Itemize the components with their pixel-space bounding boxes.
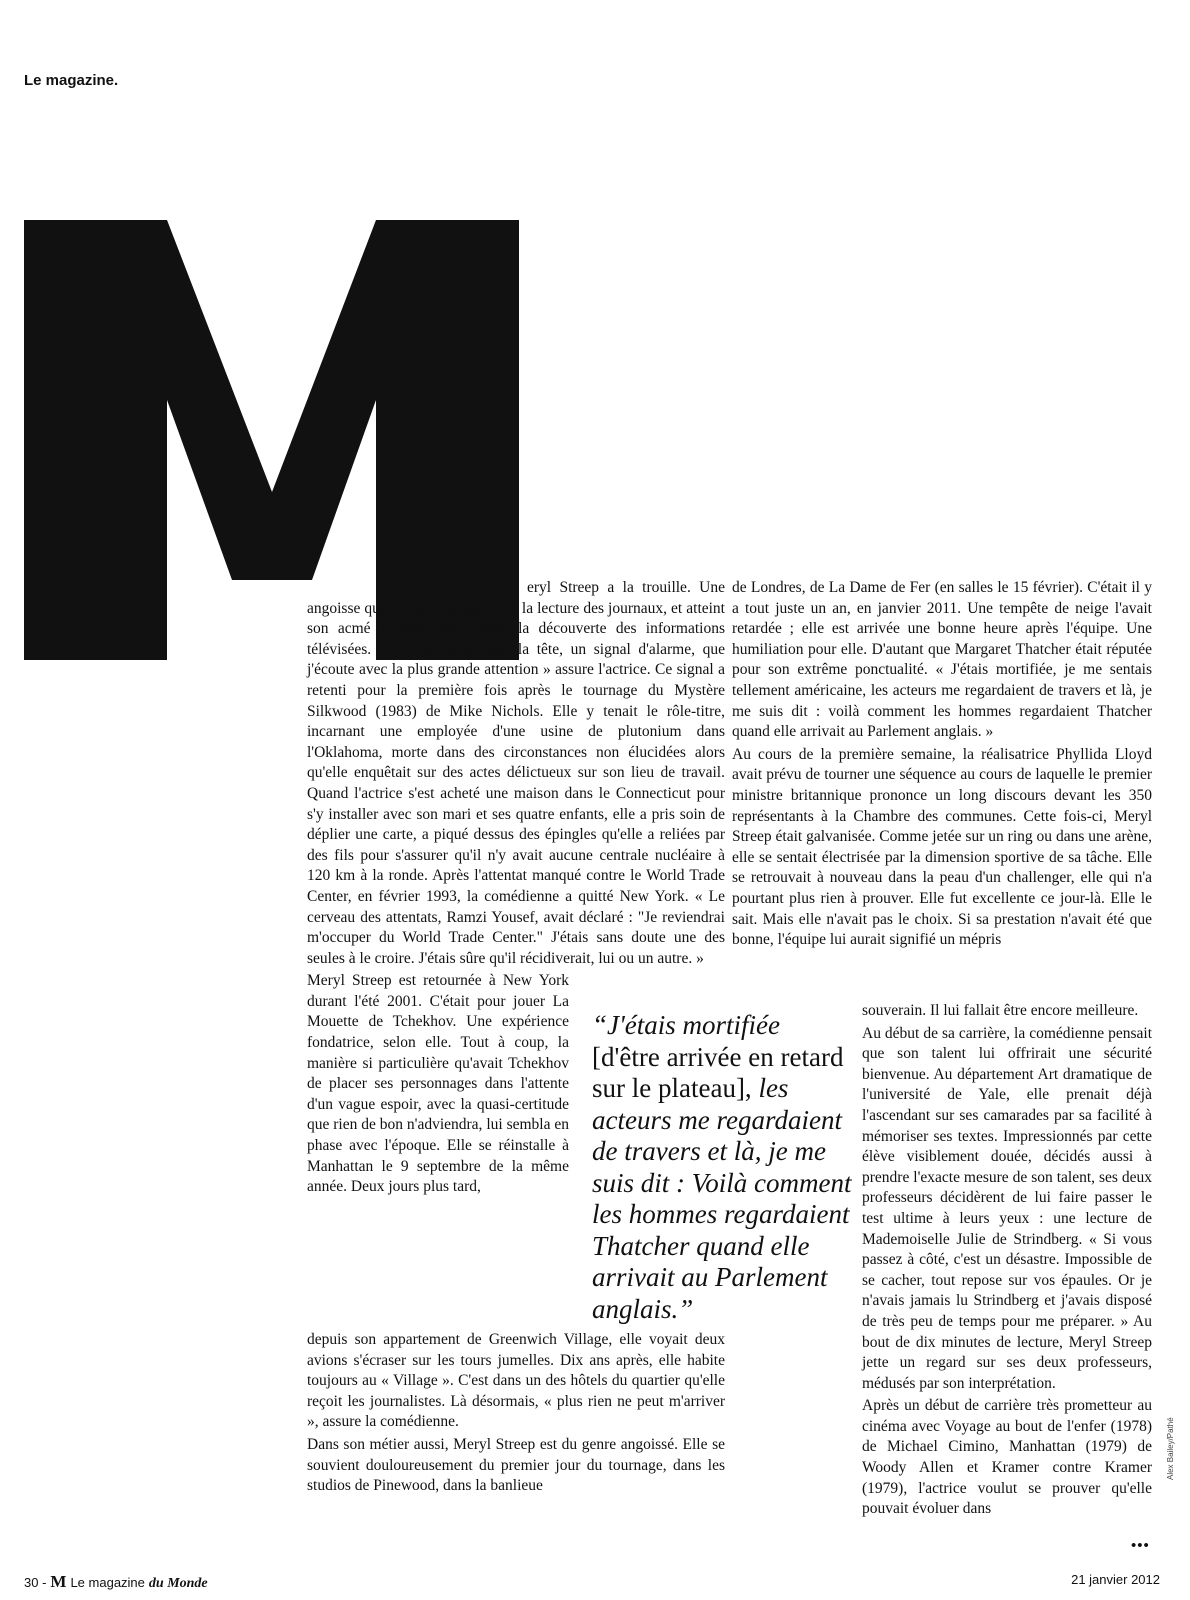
section-rubric: Le magazine.	[24, 72, 119, 89]
pull-quote-part-2: [d'être arrivée en retard sur le plateau],	[592, 1041, 844, 1103]
photo-credit: Alex Bailey/Pathé	[1166, 1417, 1175, 1480]
article-paragraph: Après un début de carrière très prometteur au cinéma avec Voyage au bout de l'enfer (1978) de Michael Cimino, Manhattan (1979) de Woody Allen et Kramer contre Kramer (1979), l'actrice voulut se prouver qu'elle pouvait évoluer dans	[862, 1397, 1152, 1518]
article-paragraph: depuis son appartement de Greenwich Village, elle voyait deux avions s'écraser sur les tours jumelles. Dix ans après, elle habite toujours au « Village ». C'est dans un des hôtels du quartier qu'elle reçoit les journalistes. Là désormais, « plus rien ne peut m'arriver », assure la comédienne.	[307, 1331, 725, 1431]
m-logo: M	[50, 1572, 67, 1591]
pull-quote	[592, 1010, 852, 1325]
article-column-right-bottom	[862, 1001, 1152, 1522]
article-paragraph: de Londres, de La Dame de Fer (en salles le 15 février). C'était il y a tout juste un an, en janvier 2011. Une tempête de neige l'avait retardée ; elle est arrivée une bonne heure après l'équipe. Une humiliation pour elle. D'autant que Margaret Thatcher était réputée pour son extrême ponctualité. « J'étais mortifiée, je me sentais tellement américaine, les acteurs me regardaient de travers et là, je me suis dit : voilà comment les hommes regardaient Thatcher quand elle arrivait au Parlement anglais. »	[732, 579, 1152, 741]
article-paragraph: eryl Streep a la trouille. Une angoisse qui monte le matin, avec la lecture des journaux, et atteint son acmé le soir venu, après la découverte des informations télévisées. « J'ai un bruit dans la tête, un signal d'alarme, que j'écoute avec la plus grande attention » assure l'actrice. Ce signal a retenti pour la première fois après le tournage du Mystère Silkwood (1983) de Mike Nichols. Elle y tenait le rôle-titre, incarnant une employée d'une usine de plutonium dans l'Oklahoma, morte dans des circonstances non élucidées alors qu'elle enquêtait sur des actes délictueux sur son lieu de travail. Quand l'actrice s'est acheté une maison dans le Connecticut pour s'y installer avec son mari et ses quatre enfants, elle a pris soin de déplier une carte, a piqué dessus des épingles qu'elle a reliées par des fils pour s'assurer qu'il n'y avait aucune centrale nucléaire à 120 km à la ronde. Après l'attentat manqué contre le World Trade Center, en février 1993, la comédienne a quitté New York. « Le cerveau des attentats, Ramzi Yousef, avait déclaré : "Je reviendrai m'occuper du World Trade Center." J'étais sans doute une des seules à le croire. J'étais sûre qu'il récidiverait, lui ou un autre. »	[307, 579, 725, 967]
article-paragraph: Au début de sa carrière, la comédienne pensait que son talent lui offrirait une sécurité bienvenue. Au département Art dramatique de l'université de Yale, elle prenait déjà l'ascendant sur ses camarades par sa facilité à mémoriser ses textes. Impressionnés par cette élève visiblement douée, décidés aussi à prendre l'exacte mesure de son talent, ses deux professeurs décidèrent de lui faire passer le test ultime à leurs yeux : une lecture de Mademoiselle Julie de Strindberg. « Si vous passez à côté, c'est un désastre. Impossible de se cacher, tout repose sur vos épaules. Or je n'avais jamais lu Strindberg et j'avais disposé de très peu de temps pour me préparer. » Au bout de dix minutes de lecture, Meryl Streep jette un regard sur ses deux professeurs, médusés par son interprétation.	[862, 1024, 1152, 1392]
pull-quote-part-1: “J'étais mortifiée	[592, 1010, 780, 1040]
article-column-right-top	[732, 578, 1152, 953]
article-paragraph: souverain. Il lui fallait être encore meilleure.	[862, 1002, 1139, 1019]
article-paragraph: Meryl Streep est retournée à New York durant l'été 2001. C'était pour jouer La Mouette de Tchekhov. Une expérience fondatrice, selon elle. Tout à coup, la manière si particulière qu'avait Tchekhov de placer ses personnages dans l'attente d'un vague espoir, avec la quasi-certitude que rien de bon n'adviendra, lui sembla en phase avec l'époque. Elle se réinstalle à Manhattan le 9 septembre de la même année. Deux jours plus tard,	[307, 972, 569, 1196]
footer-folio	[24, 1572, 208, 1592]
continuation-mark: •••	[1131, 1538, 1150, 1554]
magazine-name: Le magazine	[70, 1575, 145, 1590]
page-number: 30 -	[24, 1575, 47, 1590]
article-column-left-tail	[307, 1330, 725, 1499]
pull-quote-part-3: les acteurs me regardaient de travers et là, je me suis dit : Voilà comment les hommes regardaient Thatcher quand elle arrivait au Parlement anglais.”	[592, 1073, 852, 1324]
article-paragraph: Au cours de la première semaine, la réalisatrice Phyllida Lloyd avait prévu de tourner une séquence au cours de laquelle le premier ministre britannique prononce un long discours devant les 350 représentants à la Chambre des communes. Cette fois-ci, Meryl Streep était galvanisée. Comme jetée sur un ring ou dans une arène, elle se sentait électrisée par la dimension sportive de sa tâche. Elle se retrouvait à nouveau dans la peau d'un challenger, elle qui n'a pourtant plus rien à prouver. Elle fut excellente ce jour-là. Elle le sait. Mais elle n'avait pas le choix. Si sa prestation n'avait été que bonne, l'équipe lui aurait signifié un mépris	[732, 745, 1152, 949]
issue-date: 21 janvier 2012	[1071, 1572, 1160, 1587]
article-paragraph: Dans son métier aussi, Meryl Streep est du genre angoissé. Elle se souvient douloureusement du premier jour du tournage, dans les studios de Pinewood, dans la banlieue	[307, 1435, 725, 1495]
newspaper-name: du Monde	[148, 1576, 208, 1591]
